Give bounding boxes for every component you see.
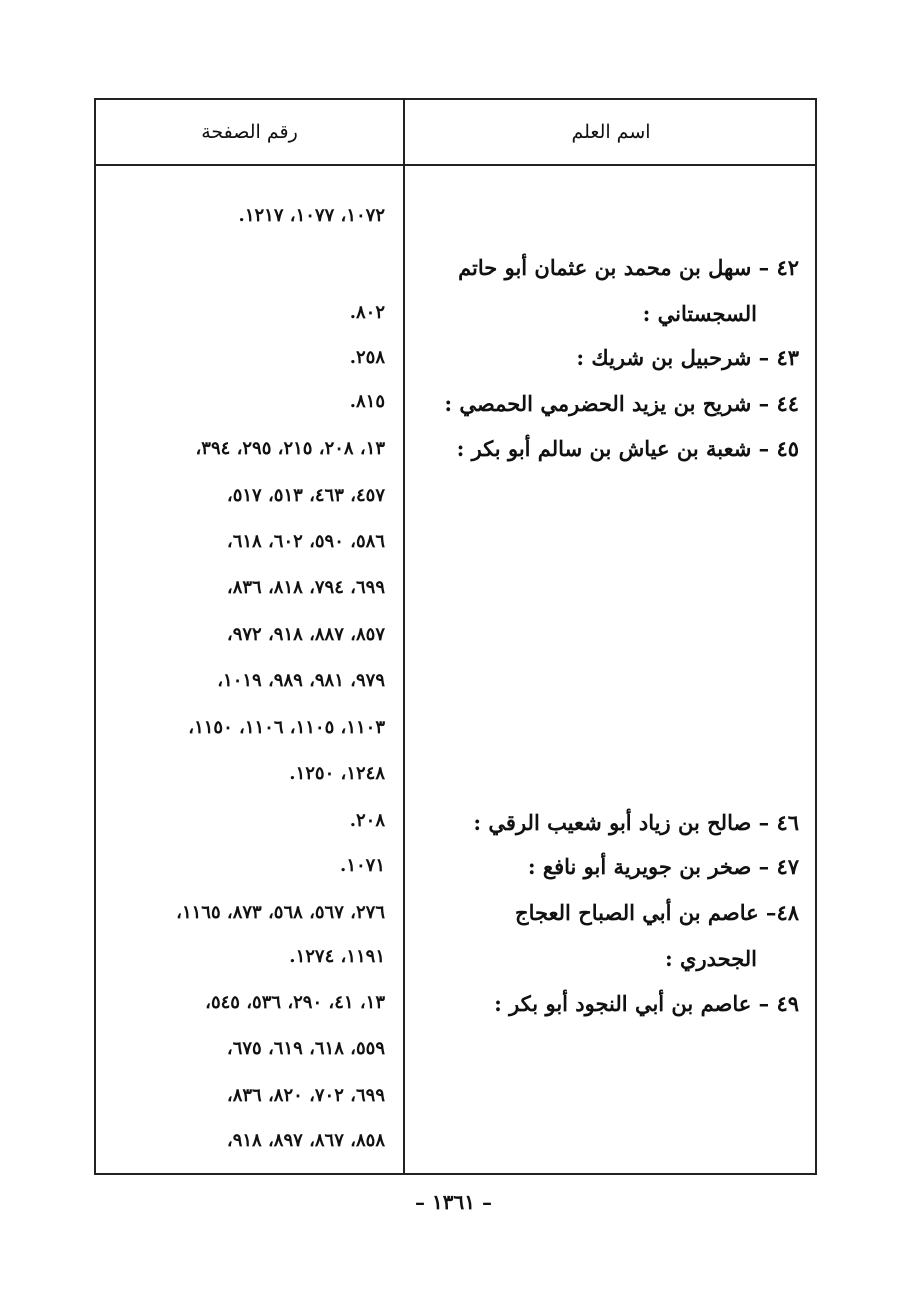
name-entry-46: ٤٦ – صالح بن زياد أبو شعيب الرقي : xyxy=(473,810,799,835)
page-line: ٦٩٩، ٧٩٤، ٨١٨، ٨٣٦، xyxy=(226,577,385,598)
index-table xyxy=(94,98,817,1175)
header-page-number: رقم الصفحة xyxy=(201,121,298,143)
name-entry-45: ٤٥ – شعبة بن عياش بن سالم أبو بكر : xyxy=(456,436,799,461)
name-entry-44: ٤٤ – شريح بن يزيد الحضرمي الحمصي : xyxy=(444,391,799,416)
name-entry-42-cont: السجستاني : xyxy=(642,301,757,326)
name-entry-48: ٤٨– عاصم بن أبي الصباح العجاج xyxy=(515,900,799,925)
page-numbers-column xyxy=(96,164,403,1175)
page-line: ١٢٤٨، ١٢٥٠. xyxy=(289,763,385,784)
name-entry-47: ٤٧ – صخر بن جويرية أبو نافع : xyxy=(527,854,799,879)
page-line: ١٣، ٢٠٨، ٢١٥، ٢٩٥، ٣٩٤، xyxy=(195,438,385,459)
page-line: ١١٩١، ١٢٧٤. xyxy=(289,946,385,967)
page-line: ١٠٧١. xyxy=(340,855,385,876)
page-line: ٨٥٨، ٨٦٧، ٨٩٧، ٩١٨، xyxy=(226,1130,385,1151)
page-line: ٤٥٧، ٤٦٣، ٥١٣، ٥١٧، xyxy=(226,485,385,506)
header-name: اسم العلم xyxy=(571,121,651,143)
page-line: ٨١٥. xyxy=(349,391,385,412)
name-entry-43: ٤٣ – شرحبيل بن شريك : xyxy=(576,345,799,370)
page-line: ٢٠٨. xyxy=(349,810,385,831)
name-entry-48-cont: الجحدري : xyxy=(664,946,757,971)
page-line: ٥٥٩، ٦١٨، ٦١٩، ٦٧٥، xyxy=(226,1038,385,1059)
page-line: ٥٨٦، ٥٩٠، ٦٠٢، ٦١٨، xyxy=(226,531,385,552)
page-line: ٢٧٦، ٥٦٧، ٥٦٨، ٨٧٣، ١١٦٥، xyxy=(176,902,385,923)
page-folio: – ١٣٦١ – xyxy=(415,1190,492,1214)
name-entry-49: ٤٩ – عاصم بن أبي النجود أبو بكر : xyxy=(494,991,799,1016)
page-line: ٩٧٩، ٩٨١، ٩٨٩، ١٠١٩، xyxy=(217,670,385,691)
page-line: ٢٥٨. xyxy=(349,347,385,368)
page-line: ١٠٧٢، ١٠٧٧، ١٢١٧. xyxy=(238,205,385,226)
name-entry-42: ٤٢ – سهل بن محمد بن عثمان أبو حاتم xyxy=(458,255,799,280)
page-line: ٨٥٧، ٨٨٧، ٩١٨، ٩٧٢، xyxy=(226,624,385,645)
page-line: ١٣، ٤١، ٢٩٠، ٥٣٦، ٥٤٥، xyxy=(205,992,385,1013)
page-line: ٨٠٢. xyxy=(349,302,385,323)
names-column xyxy=(405,164,817,1175)
page-line: ١١٠٣، ١١٠٥، ١١٠٦، ١١٥٠، xyxy=(188,717,385,738)
page-line: ٦٩٩، ٧٠٢، ٨٢٠، ٨٣٦، xyxy=(226,1085,385,1106)
